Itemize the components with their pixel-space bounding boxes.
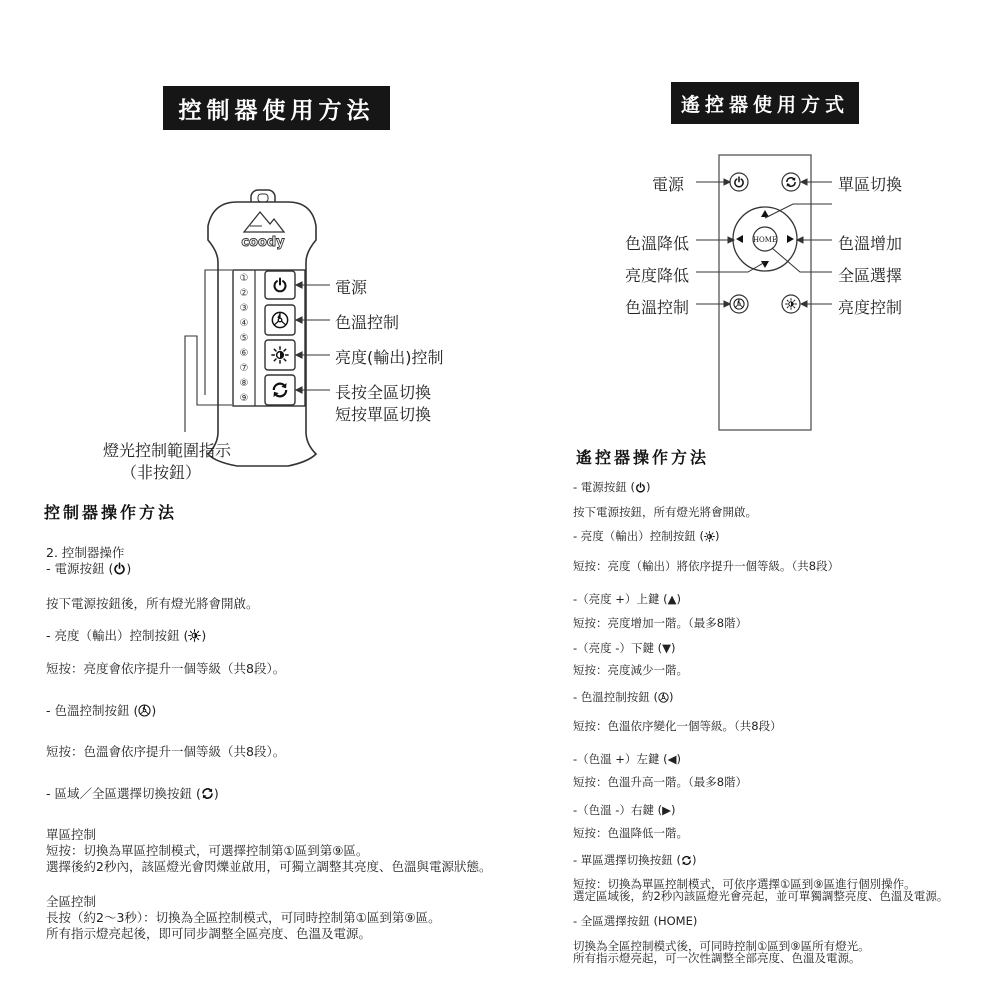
ops-color-temp-desc: 短按：色溫會依序提升一個等級（共8段）。	[46, 744, 286, 759]
ops-zone-item: - 區域／全區選擇切換按鈕 ( )	[46, 786, 219, 801]
remote-ops-brightness-desc: 短按：亮度（輸出）將依序提升一個等級。（共8段）	[573, 559, 840, 573]
zone-indicator-4: ④	[239, 318, 249, 329]
zone-indicator-9: ⑨	[239, 393, 249, 404]
svg-text:HOME: HOME	[752, 236, 778, 244]
zone-indicator-8: ⑧	[239, 378, 249, 389]
sync-icon	[681, 855, 692, 866]
controller-ops-title: 控制器操作方法	[44, 503, 178, 522]
remote-ops-ct-item: - 色溫控制按鈕 ( )	[573, 690, 674, 704]
remote-ops-left-item: -（色溫 +）左鍵 (◀)	[573, 752, 681, 766]
remote-ops-right-item: -（色溫 -）右鍵 (▶)	[573, 803, 676, 817]
ops-all-title: 全區控制	[46, 894, 97, 909]
zone-indicator-1: ①	[239, 273, 249, 284]
ops-all-line1: 長按（約2～3秒）：切換為全區控制模式，可同時控制第①區到第⑨區。	[46, 910, 441, 925]
remote-ops-brightness-item: - 亮度（輸出）控制按鈕 ( )	[573, 529, 720, 543]
remote-ops-home-line1: 切換為全區控制模式後，可同時控制①區到⑨區所有燈光。	[573, 939, 870, 953]
ops-single-line2: 選擇後約2秒內，該區燈光會閃爍並啟用，可獨立調整其亮度、色溫與電源狀態。	[46, 859, 492, 874]
zone-indicator-6: ⑥	[239, 348, 249, 359]
svg-text:coody: coody	[241, 235, 285, 250]
remote-ops-home-line2: 所有指示燈亮起，可一次性調整全部亮度、色溫及電源。	[573, 951, 861, 965]
callout-zone-short: 短按單區切換	[335, 405, 432, 424]
remote-callout-zone: 單區切換	[838, 175, 903, 194]
callout-power: 電源	[335, 278, 368, 297]
power-icon	[635, 482, 646, 493]
remote-zone-button	[782, 173, 800, 191]
remote-callout-bright-down: 亮度降低	[625, 266, 690, 285]
remote-usage-title: 遙控器使用方式	[671, 82, 859, 124]
remote-brightness-button	[782, 295, 800, 313]
ops-power-desc: 按下電源按鈕後，所有燈光將會開啟。	[46, 596, 259, 611]
indicator-label: 燈光控制範圍指示	[103, 441, 232, 460]
remote-ops-home-item: - 全區選擇按鈕 (HOME)	[573, 914, 698, 928]
remote-body	[719, 155, 811, 430]
zone-indicator-2: ②	[239, 288, 249, 299]
remote-ops-title: 遙控器操作方法	[576, 448, 710, 467]
remote-ops-up-desc: 短按：亮度增加一階。（最多8階）	[573, 616, 748, 630]
indicator-sublabel: （非按鈕）	[121, 463, 202, 482]
ops-brightness-item: - 亮度（輸出）控制按鈕 ( )	[46, 628, 207, 643]
ops-color-temp-item: - 色溫控制按鈕 ( )	[46, 703, 157, 718]
callout-zone-long: 長按全區切換	[335, 383, 432, 402]
brightness-icon	[704, 531, 715, 542]
remote-callout-ct-ctrl: 色溫控制	[625, 298, 690, 317]
remote-ops-zone-item: - 單區選擇切換按鈕 ( )	[573, 853, 697, 867]
remote-callout-bright-ctrl: 亮度控制	[838, 298, 903, 317]
zone-indicator-7: ⑦	[239, 363, 249, 374]
ops-single-title: 單區控制	[46, 827, 97, 842]
zone-indicator-5: ⑤	[239, 333, 249, 344]
remote-ops-power-item: - 電源按鈕 ( )	[573, 480, 651, 494]
callout-color-temp: 色溫控制	[335, 313, 400, 332]
remote-power-button	[730, 173, 748, 191]
color-temp-icon	[658, 692, 669, 703]
remote-ops-ct-desc: 短按：色溫依序變化一個等級。（共8段）	[573, 719, 782, 733]
ops-brightness-desc: 短按：亮度會依序提升一個等級（共8段）。	[46, 661, 286, 676]
ops-all-line2: 所有指示燈亮起後，即可同步調整全區亮度、色溫及電源。	[46, 926, 372, 941]
remote-callout-all-select: 全區選擇	[838, 266, 903, 285]
remote-ops-zone-line2: 選定區域後，約2秒內該區燈光會亮起，並可單獨調整亮度、色溫及電源。	[573, 889, 949, 903]
remote-callout-ct-up: 色溫增加	[838, 234, 903, 253]
controller-usage-title: 控制器使用方法	[163, 86, 390, 130]
remote-ops-down-desc: 短按：亮度減少一階。	[573, 663, 688, 677]
remote-ops-down-item: -（亮度 -）下鍵 (▼)	[573, 641, 676, 655]
remote-ops-right-desc: 短按：色溫降低一階。	[573, 826, 688, 840]
ops-power-item: - 電源按鈕 ( )	[46, 561, 132, 576]
remote-callout-power: 電源	[652, 175, 685, 194]
ops-single-line1: 短按：切換為單區控制模式，可選擇控制第①區到第⑨區。	[46, 843, 369, 858]
zone-indicator-3: ③	[239, 303, 249, 314]
callout-brightness: 亮度(輸出)控制	[335, 348, 444, 367]
remote-color-temp-button	[730, 295, 748, 313]
remote-ops-power-desc: 按下電源按鈕，所有燈光將會開啟。	[573, 505, 757, 519]
brightness-icon	[786, 299, 797, 310]
ops-heading: 2. 控制器操作	[46, 545, 125, 560]
remote-ops-zone-line1: 短按：切換為單區控制模式，可依序選擇①區到⑨區進行個別操作。	[573, 877, 916, 891]
remote-ops-left-desc: 短按：色溫升高一階。（最多8階）	[573, 775, 748, 789]
remote-ops-up-item: -（亮度 +）上鍵 (▲)	[573, 592, 681, 606]
remote-callout-ct-down: 色溫降低	[625, 234, 690, 253]
